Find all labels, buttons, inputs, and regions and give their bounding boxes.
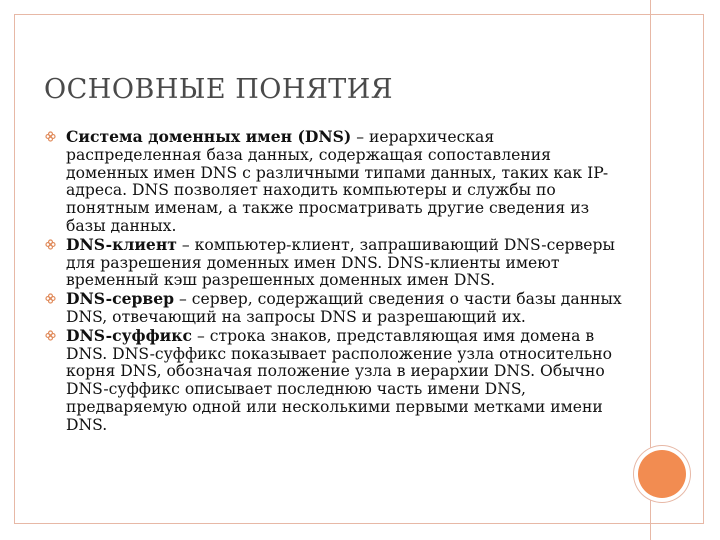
flower-bullet-icon <box>45 293 56 304</box>
definition-dns-server: – сервер, содержащий сведения о части базы данных DNS, отвечающий на запросы DNS и разрешающий их. <box>66 290 622 326</box>
definition-dns-suffix: – строка знаков, представляющая имя домена в DNS. DNS-суффикс показывает расположение узла относительно корня DNS, обозначая положение узла в иерархии DNS. Обычно DNS-суффикс описывает последнюю часть имени DNS, предваряемую одной или несколькими первыми метками имени DNS. <box>66 326 613 434</box>
list-item <box>44 327 629 435</box>
term-dns-suffix: DNS-суффикс <box>66 325 193 345</box>
definition-dns-client: – компьютер-клиент, запрашивающий DNS-серверы для разрешения доменных имен DNS. DNS-клиенты имеют временный кэш разрешенных доменных имен DNS. <box>66 235 615 290</box>
bullet-list <box>44 128 629 435</box>
definition-dns: – иерархическая распределенная база данных, содержащая сопоставления доменных имен DNS с различными типами данных, таких как IP-адреса. DNS позволяет находить компьютеры и службы по понятным именам, а также просматривать другие сведения из базы данных. <box>66 128 609 235</box>
term-dns-client: DNS-клиент <box>66 234 177 254</box>
slide-title: ОСНОВНЫЕ ПОНЯТИЯ <box>44 74 394 105</box>
flower-bullet-icon <box>45 330 56 341</box>
decorative-circle <box>638 450 686 498</box>
flower-bullet-icon <box>45 131 56 142</box>
list-item <box>44 290 629 327</box>
flower-bullet-icon <box>45 239 56 250</box>
list-item <box>44 128 629 236</box>
term-dns: Система доменных имен (DNS) <box>66 127 352 146</box>
list-item <box>44 236 629 290</box>
term-dns-server: DNS-сервер <box>66 289 175 309</box>
